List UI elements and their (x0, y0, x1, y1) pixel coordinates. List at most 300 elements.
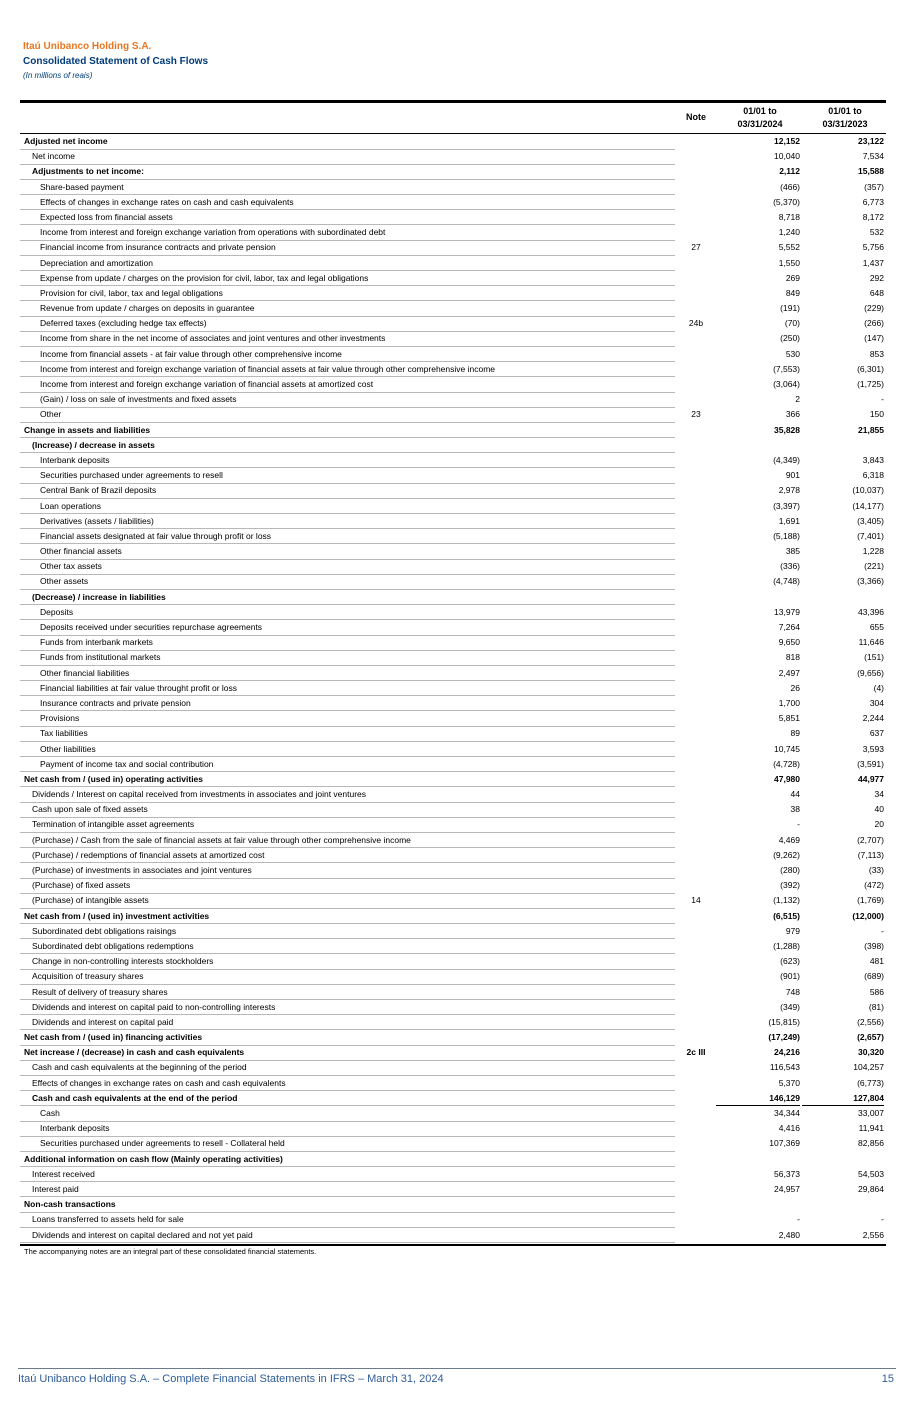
cash-flow-table (20, 100, 886, 1257)
row-value-2024: (349) (780, 1001, 800, 1012)
column-header-2024: 01/01 to 03/31/2024 (737, 106, 783, 129)
row-value-2023: (266) (864, 318, 884, 329)
row-value-2024: 4,416 (778, 1123, 800, 1134)
table-row (20, 499, 886, 514)
row-value-2023: 532 (869, 227, 884, 238)
row-label: Other assets (20, 574, 675, 590)
row-value-2023: (12,000) (852, 910, 884, 921)
row-value-2024: 2,497 (778, 667, 800, 678)
table-row (20, 635, 886, 650)
row-value-2023: 43,396 (858, 606, 884, 617)
row-value-2023: (3,405) (857, 515, 884, 526)
row-value-2023: 23,122 (858, 136, 884, 146)
row-label: Acquisition of treasury shares (20, 969, 675, 985)
table-row (20, 134, 886, 149)
row-label: Subordinated debt obligations raisings (20, 924, 675, 940)
row-label: Financial income from insurance contracts and private pension (20, 240, 675, 256)
row-value-2023: 2,556 (862, 1229, 884, 1240)
row-value-2024: 47,980 (774, 773, 800, 784)
row-value-2024: 385 (785, 546, 800, 557)
table-row (20, 149, 886, 164)
row-value-2023: (9,656) (857, 667, 884, 678)
row-value-2024: 24,216 (774, 1047, 800, 1058)
row-label: Change in assets and liabilities (20, 423, 675, 439)
row-label: Additional information on cash flow (Mainly operating activities) (20, 1152, 675, 1168)
row-value-2024: 1,550 (778, 257, 800, 268)
row-value-2023: 8,172 (862, 211, 884, 222)
row-label: (Gain) / loss on sale of investments and fixed assets (20, 392, 675, 408)
row-value-2024: (7,553) (773, 363, 800, 374)
table-row (20, 1121, 886, 1136)
row-value-2024: 1,700 (778, 697, 800, 708)
document-header (23, 40, 208, 82)
row-value-2023: (1,769) (857, 895, 884, 906)
row-label: Effects of changes in exchange rates on cash and cash equivalents (20, 195, 675, 211)
table-row (20, 620, 886, 635)
row-value-2024: 901 (785, 470, 800, 481)
row-value-2023: 655 (869, 622, 884, 632)
row-value-2024: 2,480 (778, 1229, 800, 1240)
row-value-2023: 20 (874, 819, 884, 830)
row-value-2024: 979 (785, 925, 800, 936)
footer-text: Itaú Unibanco Holding S.A. – Complete Financial Statements in IFRS – March 31, 2024 (18, 1373, 444, 1385)
table-row (20, 1228, 886, 1243)
row-value-2023: 586 (869, 986, 884, 997)
row-label: Provisions (20, 711, 675, 727)
table-row (20, 1212, 886, 1227)
row-value-2023: (2,657) (857, 1032, 884, 1043)
row-value-2024: (392) (780, 880, 800, 891)
row-value-2023: 5,756 (862, 242, 884, 253)
table-row (20, 650, 886, 665)
row-label: Deferred taxes (excluding hedge tax effects) (20, 316, 675, 332)
row-value-2024: 366 (785, 409, 800, 420)
row-label: (Purchase) of fixed assets (20, 878, 675, 894)
table-row (20, 863, 886, 878)
row-value-2024: (4,349) (773, 454, 800, 465)
row-label: Cash and cash equivalents at the beginning of the period (20, 1060, 675, 1076)
row-value-2024: 10,745 (774, 743, 800, 754)
row-value-2023: (10,037) (852, 485, 884, 496)
row-label: Expected loss from financial assets (20, 210, 675, 226)
row-value-2024: 26 (790, 682, 800, 693)
row-note: 27 (691, 242, 701, 253)
row-label: Net increase / (decrease) in cash and cash equivalents (20, 1045, 675, 1061)
row-label: Net income (20, 149, 675, 165)
table-body (20, 134, 886, 1243)
row-label: Payment of income tax and social contribution (20, 757, 675, 773)
row-value-2023: 21,855 (858, 424, 884, 435)
row-value-2024: 1,240 (778, 227, 800, 238)
table-row (20, 180, 886, 195)
table-row (20, 423, 886, 438)
row-label: Interbank deposits (20, 1121, 675, 1137)
row-value-2023: 648 (869, 287, 884, 298)
table-row (20, 286, 886, 301)
row-value-2023: 2,244 (862, 713, 884, 724)
row-value-2023: 6,773 (862, 196, 884, 207)
statement-title: Consolidated Statement of Cash Flows (23, 56, 209, 67)
row-value-2023: - (881, 1214, 884, 1225)
row-value-2024: (191) (780, 303, 800, 314)
row-value-2024: 107,369 (769, 1138, 800, 1149)
table-row (20, 833, 886, 848)
row-label: (Purchase) of intangible assets (20, 893, 675, 909)
row-label: Central Bank of Brazil deposits (20, 483, 675, 499)
table-row (20, 438, 886, 453)
company-name: Itaú Unibanco Holding S.A. (23, 41, 152, 52)
row-value-2023: - (881, 394, 884, 405)
row-label: Financial assets designated at fair value through profit or loss (20, 529, 675, 545)
row-value-2024: (3,397) (773, 500, 800, 511)
row-label: Other financial liabilities (20, 666, 675, 682)
row-label: Interbank deposits (20, 453, 675, 469)
table-row (20, 468, 886, 483)
table-footnote: The accompanying notes are an integral part of these consolidated financial statements. (24, 1246, 317, 1256)
row-label: Other (20, 407, 675, 423)
table-row (20, 1015, 886, 1030)
row-label: (Purchase) / redemptions of financial assets at amortized cost (20, 848, 675, 864)
row-label: Deposits received under securities repurchase agreements (20, 620, 675, 636)
table-row (20, 256, 886, 271)
row-label: Non-cash transactions (20, 1197, 675, 1213)
table-row (20, 453, 886, 468)
table-row (20, 757, 886, 772)
table-row (20, 1045, 886, 1060)
table-row (20, 742, 886, 757)
table-row (20, 711, 886, 726)
row-value-2024: 5,851 (778, 713, 800, 724)
column-header-row (20, 103, 886, 134)
table-row (20, 985, 886, 1000)
row-value-2023: 637 (869, 728, 884, 739)
row-label: Interest paid (20, 1182, 675, 1198)
table-row (20, 301, 886, 316)
row-value-2024: 56,373 (774, 1168, 800, 1179)
table-row (20, 787, 886, 802)
row-label: Dividends and interest on capital declared and not yet paid (20, 1228, 675, 1244)
row-label: Dividends and interest on capital paid (20, 1015, 675, 1031)
row-label: Other financial assets (20, 544, 675, 560)
table-row (20, 544, 886, 559)
table-row (20, 1136, 886, 1151)
row-value-2023: 853 (869, 348, 884, 359)
row-value-2024: (336) (780, 561, 800, 572)
row-label: Dividends and interest on capital paid to non-controlling interests (20, 1000, 675, 1016)
table-row (20, 878, 886, 893)
row-value-2023: (4) (873, 682, 884, 693)
table-row (20, 210, 886, 225)
table-bottom-rule (20, 1244, 886, 1246)
row-label: Financial liabilities at fair value throught profit or loss (20, 681, 675, 697)
row-value-2023: 7,534 (862, 151, 884, 162)
row-label: Income from interest and foreign exchange variation from operations with subordinated debt (20, 225, 675, 241)
table-row (20, 574, 886, 589)
table-row (20, 772, 886, 787)
row-note: 2c III (686, 1047, 706, 1058)
row-note: 23 (691, 409, 701, 420)
table-row (20, 559, 886, 574)
row-value-2024: 2,112 (779, 166, 800, 177)
row-label: Loans transferred to assets held for sale (20, 1212, 675, 1228)
row-value-2024: (280) (780, 865, 800, 875)
table-row (20, 1060, 886, 1075)
row-label: Provision for civil, labor, tax and legal obligations (20, 286, 675, 302)
row-label: Tax liabilities (20, 726, 675, 742)
row-value-2024: (4,748) (773, 576, 800, 587)
table-row (20, 1197, 886, 1212)
table-row (20, 954, 886, 969)
row-value-2023: - (881, 925, 884, 936)
row-label: Other liabilities (20, 742, 675, 758)
row-value-2024: (623) (780, 956, 800, 967)
row-label: (Increase) / decrease in assets (20, 438, 675, 454)
row-label: Loan operations (20, 499, 675, 515)
table-row (20, 331, 886, 346)
row-label: Deposits (20, 605, 675, 621)
row-value-2023: 6,318 (862, 470, 884, 481)
table-row (20, 1000, 886, 1015)
row-label: Adjustments to net income: (20, 164, 675, 180)
row-value-2024: 4,469 (778, 834, 800, 845)
table-row (20, 666, 886, 681)
row-value-2024: (466) (780, 181, 800, 192)
table-row (20, 1152, 886, 1167)
row-value-2024: 10,040 (774, 151, 800, 162)
row-value-2023: 33,007 (858, 1108, 884, 1118)
row-value-2023: (1,725) (857, 379, 884, 389)
row-value-2023: 3,593 (862, 743, 884, 754)
table-row (20, 225, 886, 240)
table-row (20, 590, 886, 605)
row-label: Interest received (20, 1167, 675, 1183)
row-value-2024: 34,344 (774, 1108, 800, 1118)
row-value-2023: (2,556) (857, 1016, 884, 1027)
row-value-2024: 5,370 (778, 1077, 800, 1088)
row-value-2024: 24,957 (774, 1183, 800, 1194)
row-value-2023: 54,503 (858, 1168, 884, 1179)
row-value-2023: 11,941 (858, 1123, 884, 1134)
row-label: Termination of intangible asset agreements (20, 817, 675, 833)
row-value-2023: (472) (864, 880, 884, 891)
row-value-2024: 44 (790, 789, 800, 800)
row-label: Net cash from / (used in) investment activities (20, 909, 675, 925)
row-value-2024: 818 (785, 652, 800, 663)
row-value-2023: 104,257 (853, 1062, 884, 1073)
table-row (20, 483, 886, 498)
row-label: Cash and cash equivalents at the end of the period (20, 1091, 675, 1107)
row-value-2023: (689) (864, 971, 884, 982)
row-label: Expense from update / charges on the provision for civil, labor, tax and legal obligations (20, 271, 675, 287)
row-value-2024: (5,188) (773, 530, 800, 541)
row-value-2023: (81) (868, 1001, 884, 1012)
row-label: Result of delivery of treasury shares (20, 985, 675, 1001)
row-value-2023: (14,177) (852, 500, 884, 511)
row-value-2024: 2,978 (778, 485, 800, 496)
row-value-2024: 13,979 (774, 606, 800, 617)
row-label: Subordinated debt obligations redemptions (20, 939, 675, 955)
table-row (20, 726, 886, 741)
row-label: (Purchase) of investments in associates and joint ventures (20, 863, 675, 879)
row-value-2023: 29,864 (858, 1183, 884, 1194)
row-label: Income from financial assets - at fair value through other comprehensive income (20, 347, 675, 363)
row-value-2023: 15,588 (858, 166, 884, 177)
table-row (20, 924, 886, 939)
row-label: Net cash from / (used in) financing activities (20, 1030, 675, 1046)
table-row (20, 1167, 886, 1182)
table-row (20, 529, 886, 544)
row-value-2023: 150 (869, 409, 884, 420)
row-label: Dividends / Interest on capital received from investments in associates and joint ventures (20, 787, 675, 803)
table-row (20, 817, 886, 832)
row-note: 14 (691, 895, 701, 906)
row-value-2024: 849 (785, 287, 800, 298)
table-row (20, 514, 886, 529)
row-value-2024: 9,650 (778, 637, 800, 648)
table-row (20, 347, 886, 362)
row-label: Income from interest and foreign exchange variation of financial assets at fair value through other comprehensive income (20, 362, 675, 378)
row-value-2023: 292 (869, 272, 884, 283)
row-value-2023: (7,401) (857, 530, 884, 541)
row-label: Securities purchased under agreements to resell - Collateral held (20, 1136, 675, 1152)
row-value-2024: (6,515) (773, 910, 800, 921)
row-value-2024: (9,262) (773, 849, 800, 860)
table-row (20, 969, 886, 984)
table-row (20, 1091, 886, 1106)
row-value-2023: (3,366) (857, 576, 884, 587)
row-value-2023: 3,843 (862, 454, 884, 465)
row-value-2023: (229) (864, 303, 884, 314)
row-value-2024: 146,129 (716, 1091, 800, 1107)
page-footer (18, 1368, 896, 1391)
row-value-2024: 530 (785, 348, 800, 359)
row-label: Insurance contracts and private pension (20, 696, 675, 712)
row-value-2024: 748 (785, 986, 800, 997)
table-row (20, 1182, 886, 1197)
page-number: 15 (881, 1373, 894, 1385)
row-value-2023: 30,320 (858, 1047, 884, 1058)
row-value-2024: 1,691 (778, 515, 800, 526)
row-value-2023: (3,591) (857, 758, 884, 769)
row-value-2024: 35,828 (774, 424, 800, 435)
row-value-2023: 1,228 (862, 546, 884, 557)
row-label: Cash upon sale of fixed assets (20, 802, 675, 818)
row-value-2023: 34 (874, 789, 884, 800)
row-value-2024: (1,288) (773, 940, 800, 951)
row-value-2023: (398) (864, 940, 884, 951)
row-value-2024: (1,132) (773, 895, 800, 906)
row-label: Adjusted net income (20, 134, 675, 150)
table-row (20, 362, 886, 377)
table-row (20, 1030, 886, 1045)
row-value-2023: 1,437 (862, 257, 884, 268)
table-row (20, 240, 886, 255)
row-value-2023: 40 (874, 804, 884, 815)
table-row (20, 407, 886, 422)
units-note: (In millions of reais) (23, 71, 93, 80)
row-value-2024: (17,249) (768, 1032, 800, 1043)
row-value-2023: 11,646 (858, 637, 884, 648)
row-value-2024: - (797, 1214, 800, 1225)
row-value-2024: (250) (780, 333, 800, 344)
row-label: Other tax assets (20, 559, 675, 575)
row-value-2024: - (797, 819, 800, 830)
row-value-2024: (70) (784, 318, 800, 329)
row-value-2023: (151) (864, 652, 884, 663)
table-row (20, 271, 886, 286)
table-row (20, 681, 886, 696)
row-value-2024: 116,543 (769, 1062, 800, 1073)
column-header-2023: 01/01 to 03/31/2023 (822, 106, 868, 129)
row-value-2024: (15,815) (768, 1016, 800, 1027)
row-label: Depreciation and amortization (20, 256, 675, 272)
row-label: Cash (20, 1106, 675, 1122)
table-row (20, 1106, 886, 1121)
table-row (20, 316, 886, 331)
row-label: Funds from institutional markets (20, 650, 675, 666)
row-label: Share-based payment (20, 180, 675, 196)
row-value-2023: (7,113) (857, 849, 884, 860)
row-value-2024: (3,064) (773, 379, 800, 389)
row-value-2024: (5,370) (773, 196, 800, 207)
row-value-2024: 2 (795, 394, 800, 405)
column-header-note: Note (686, 112, 706, 122)
table-row (20, 939, 886, 954)
row-value-2023: 127,804 (802, 1091, 884, 1107)
row-value-2023: 481 (869, 956, 884, 967)
row-label: Change in non-controlling interests stockholders (20, 954, 675, 970)
table-row (20, 696, 886, 711)
row-value-2023: (33) (868, 865, 884, 875)
row-value-2023: (2,707) (857, 834, 884, 845)
row-value-2024: 269 (785, 272, 800, 283)
table-row (20, 164, 886, 179)
table-row (20, 802, 886, 817)
table-row (20, 848, 886, 863)
row-label: (Decrease) / increase in liabilities (20, 590, 675, 606)
row-label: Income from share in the net income of associates and joint ventures and other investments (20, 331, 675, 347)
row-label: Securities purchased under agreements to resell (20, 468, 675, 484)
row-value-2023: (221) (864, 561, 884, 572)
row-label: Derivatives (assets / liabilities) (20, 514, 675, 530)
row-value-2023: 304 (869, 697, 884, 708)
row-label: Effects of changes in exchange rates on cash and cash equivalents (20, 1076, 675, 1092)
row-label: (Purchase) / Cash from the sale of financial assets at fair value through other comprehensive income (20, 833, 675, 849)
table-row (20, 605, 886, 620)
row-label: Revenue from update / charges on deposits in guarantee (20, 301, 675, 317)
row-label: Funds from interbank markets (20, 635, 675, 651)
row-value-2024: 38 (790, 804, 800, 815)
row-value-2024: (4,728) (773, 758, 800, 769)
row-label: Net cash from / (used in) operating activities (20, 772, 675, 788)
row-value-2024: 89 (790, 728, 800, 739)
row-value-2023: 44,977 (858, 773, 884, 784)
row-value-2024: 5,552 (778, 242, 800, 253)
table-row (20, 195, 886, 210)
row-value-2023: (357) (864, 181, 884, 192)
row-value-2023: 82,856 (858, 1138, 884, 1149)
table-row (20, 1076, 886, 1091)
row-value-2024: 12,152 (774, 136, 800, 146)
table-row (20, 377, 886, 392)
row-value-2024: (901) (780, 971, 800, 982)
row-label: Income from interest and foreign exchange variation of financial assets at amortized cost (20, 377, 675, 393)
row-note: 24b (688, 318, 704, 329)
table-row (20, 909, 886, 924)
row-value-2023: (6,773) (857, 1077, 884, 1088)
row-value-2024: 8,718 (778, 211, 800, 222)
table-row (20, 893, 886, 908)
